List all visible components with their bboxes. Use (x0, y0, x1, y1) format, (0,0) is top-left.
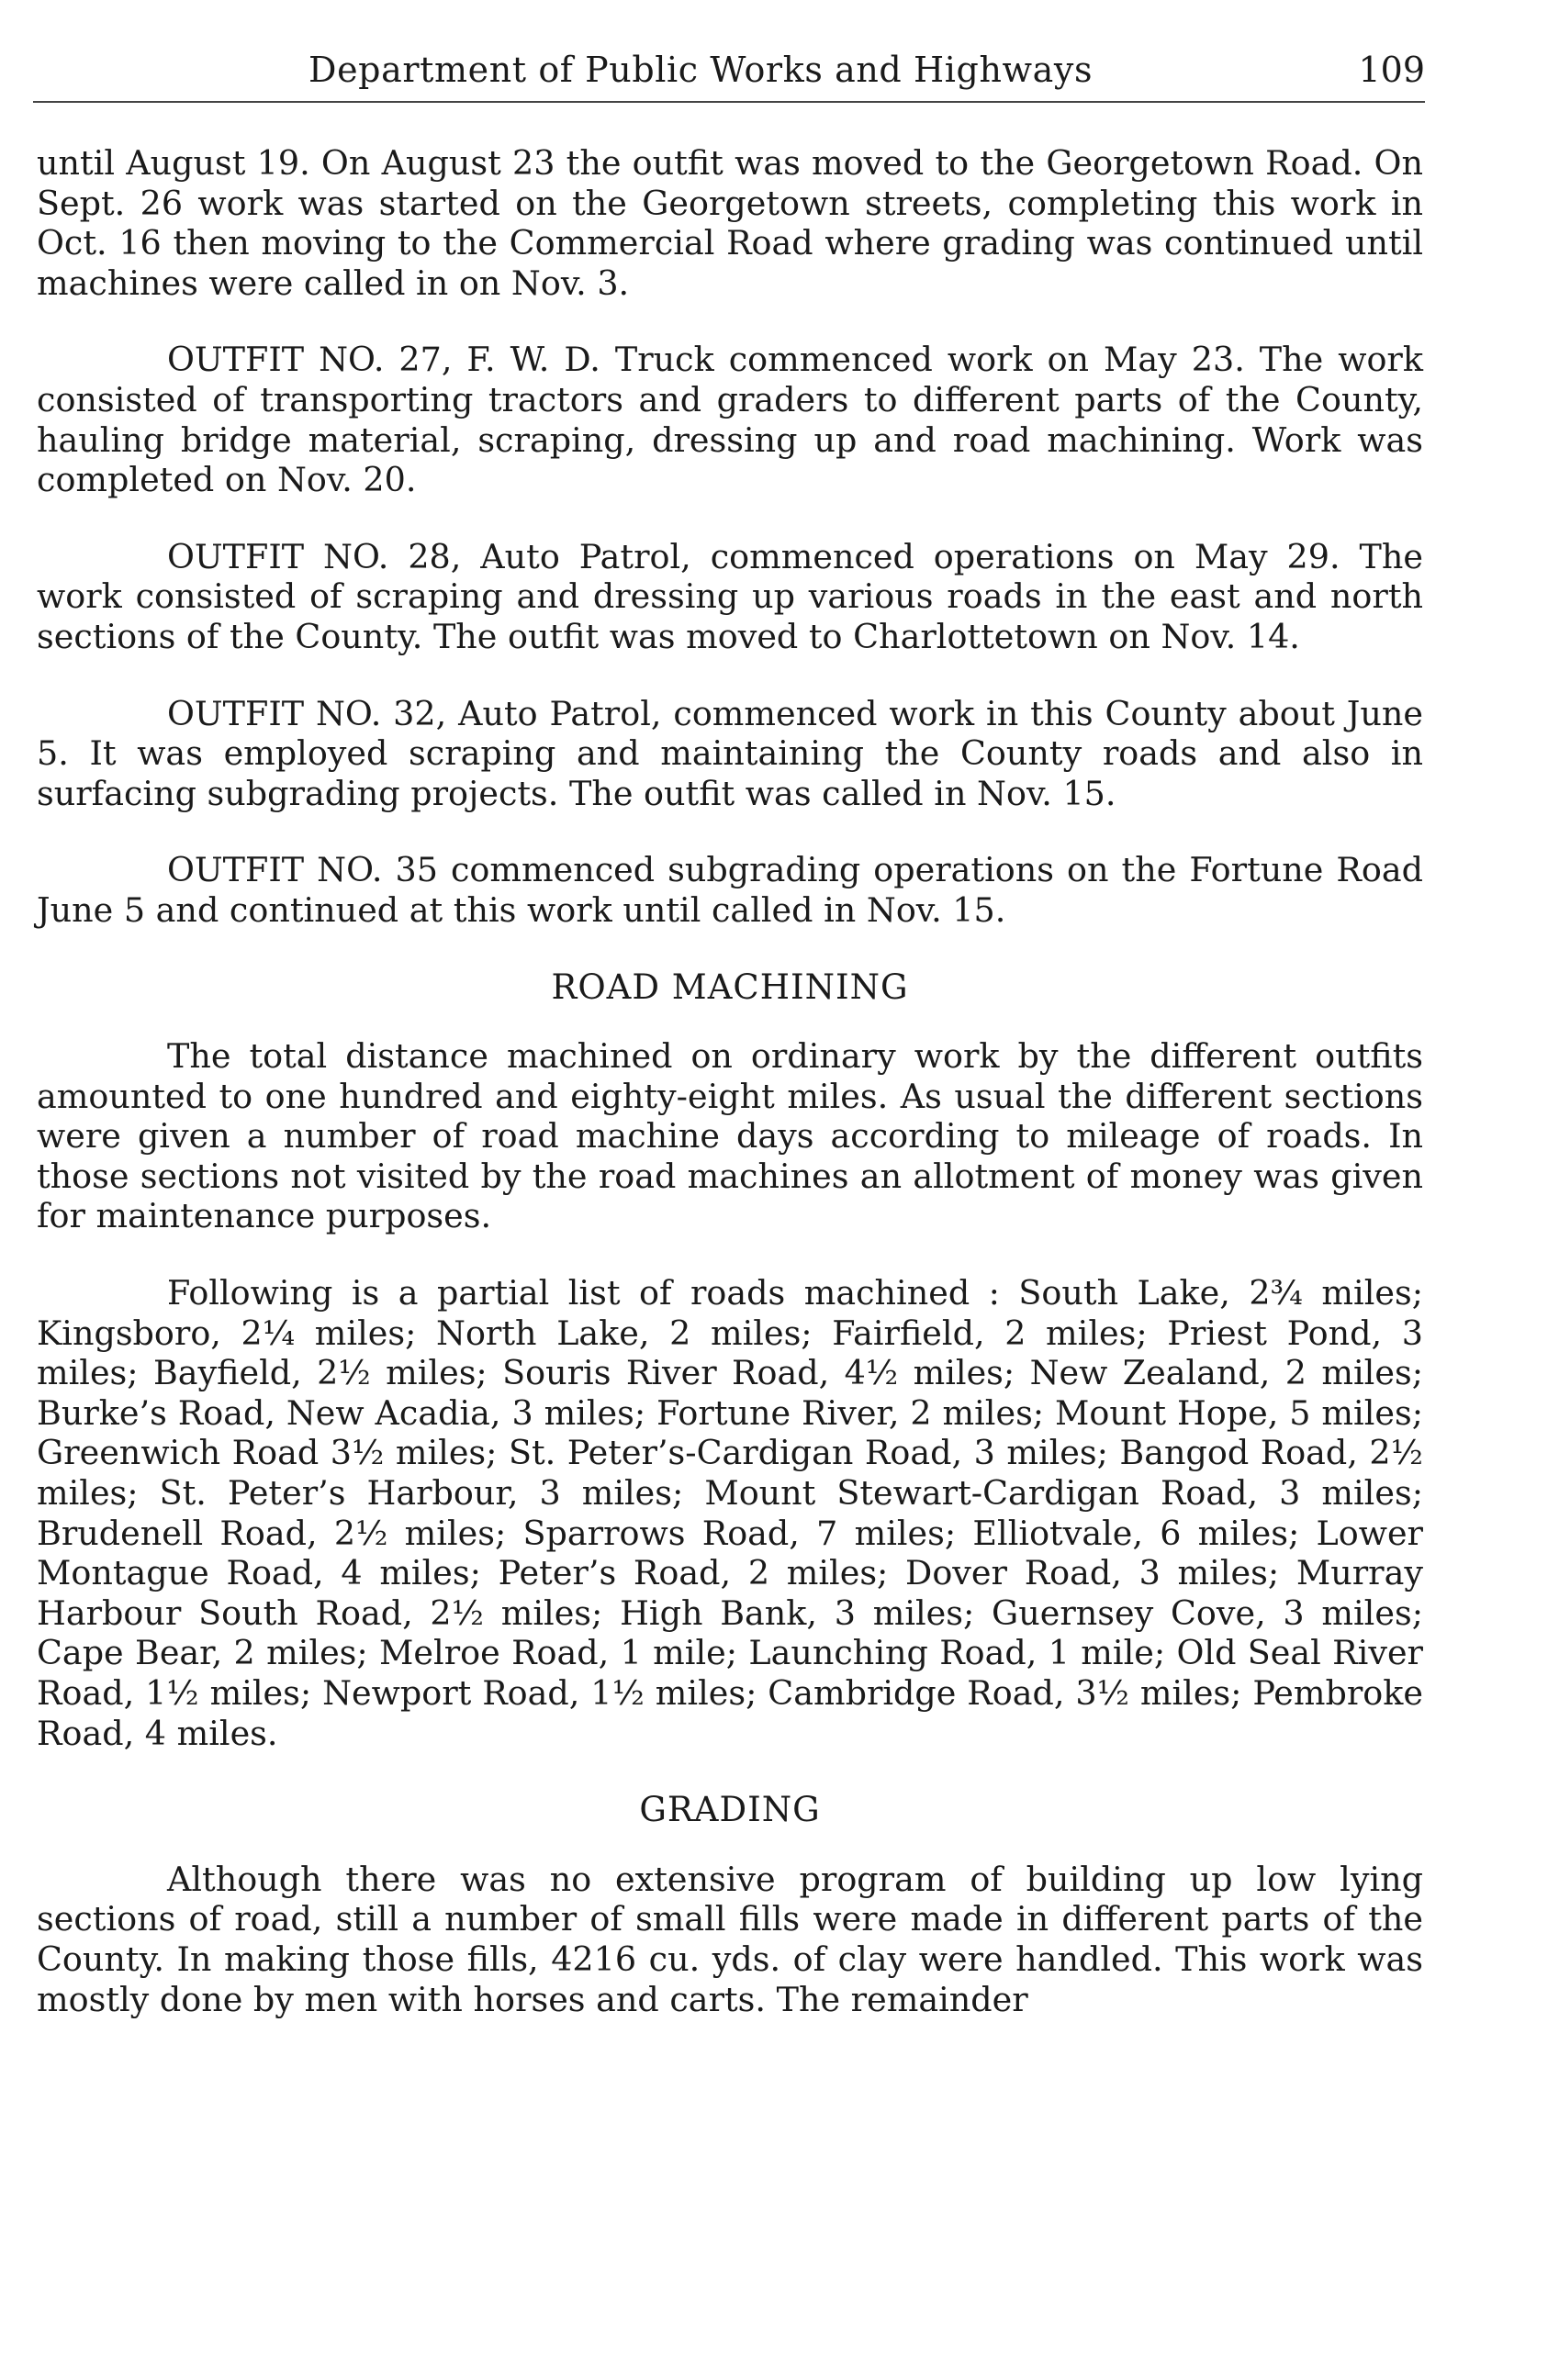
section-heading-grading: GRADING (639, 1790, 821, 1830)
paragraph-continuation: until August 19. On August 23 the outfit was moved to the Georgetown Road. On Sept. 26 work was started on the Georgetown streets, completing this work in Oct. 16 then moving to the Commercial Road where grading was continued until machines were called in on Nov. 3. (37, 143, 1423, 303)
page-number: 109 (1358, 50, 1425, 90)
paragraph-road-machining: The total distance machined on ordinary work by the different outfits amounted to one hundred and eighty-eight miles. As usual the different sections were given a number of road machine days according to mileage of roads. In those sections not visited by the road machines an allotment of money was given for maintenance purposes. (37, 1036, 1423, 1236)
header-rule (33, 101, 1425, 103)
running-head (33, 44, 1425, 99)
paragraph-outfit-32: OUTFIT NO. 32, Auto Patrol, commenced work in this County about June 5. It was employed scraping and maintaining the County roads and also in surfacing subgrading projects. The outfit was called in Nov. 15. (37, 693, 1423, 813)
paragraph-grading: Although there was no extensive program of building up low lying sections of road, still a number of small fills were made in different parts of the County. In making those fills, 4216 cu. yds. of clay were handled. This work was mostly done by men with horses and carts. The remainder (37, 1859, 1423, 2019)
body-text (37, 143, 1423, 2056)
paragraph-roads-list: Following is a partial list of roads machined : South Lake, 2¾ miles; Kingsboro, 2¼ miles; North Lake, 2 miles; Fairfield, 2 miles; Priest Pond, 3 miles; Bayfield, 2½ miles; Souris River Road, 4½ miles; New Zealand, 2 miles; Burke’s Road, New Acadia, 3 miles; Fortune River, 2 miles; Mount Hope, 5 miles; Greenwich Road 3½ miles; St. Peter’s-Cardigan Road, 3 miles; Bangod Road, 2½ miles; St. Peter’s Harbour, 3 miles; Mount Stewart-Cardigan Road, 3 miles; Brudenell Road, 2½ miles; Sparrows Road, 7 miles; Elliotvale, 6 miles; Lower Montague Road, 4 miles; Peter’s Road, 2 miles; Dover Road, 3 miles; Murray Harbour South Road, 2½ miles; High Bank, 3 miles; Guernsey Cove, 3 miles; Cape Bear, 2 miles; Melroe Road, 1 mile; Launching Road, 1 mile; Old Seal River Road, 1½ miles; Newport Road, 1½ miles; Cambridge Road, 3½ miles; Pembroke Road, 4 miles. (37, 1273, 1423, 1753)
running-title: Department of Public Works and Highways (308, 50, 1094, 90)
paragraph-outfit-35: OUTFIT NO. 35 commenced subgrading operations on the Fortune Road June 5 and continued at this work until called in Nov. 15. (37, 850, 1423, 930)
paragraph-outfit-27: OUTFIT NO. 27, F. W. D. Truck commenced work on May 23. The work consisted of transporting tractors and graders to different parts of the County, hauling bridge material, scraping, dressing up and road machining. Work was completed on Nov. 20. (37, 340, 1423, 500)
section-heading-road-machining: ROAD MACHINING (551, 967, 909, 1007)
paragraph-outfit-28: OUTFIT NO. 28, Auto Patrol, commenced operations on May 29. The work consisted of scraping and dressing up various roads in the east and north sections of the County. The outfit was moved to Charlottetown on Nov. 14. (37, 536, 1423, 656)
